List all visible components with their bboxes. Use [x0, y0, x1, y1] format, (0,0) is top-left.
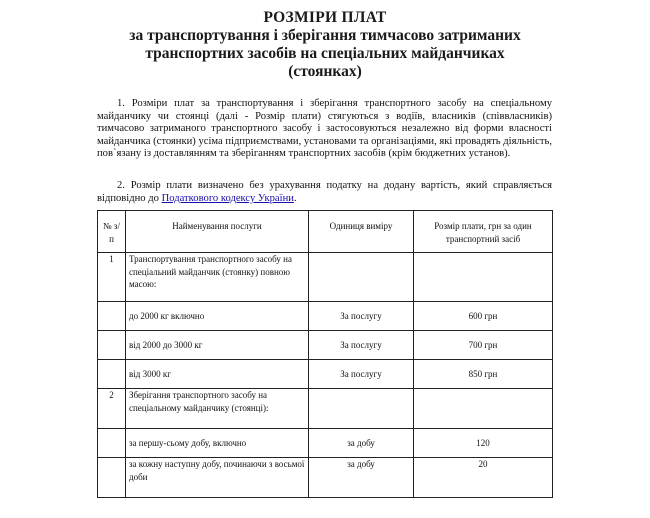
- row-price: [414, 253, 553, 302]
- paragraph-1: 1. Розміри плат за транспортування і зберігання транспортного засобу на спеціальному майданчику чи стоянці (далі - Розмір плати) стягуються з водіїв, власників (співвласників) тимчасово затриманого транспортного засобу і застосовуються незалежно від форми власності майданчика (стоянки) усіма підприємствами, установами та організаціями, які провадять діяльність, пов`язану із доставлянням та зберіганням транспортних засобів (крім бюджетних установ).: [97, 98, 552, 160]
- table-row: [98, 302, 553, 331]
- row-num: 1: [98, 253, 126, 302]
- table-header-row: [98, 211, 553, 253]
- table-row: [98, 458, 553, 498]
- row-service: за першу-сьому добу, включно: [126, 429, 309, 458]
- paragraph-2: [97, 180, 552, 205]
- fees-table: [97, 210, 553, 498]
- row-unit: За послугу: [309, 331, 414, 360]
- document-title: [0, 8, 650, 81]
- table-row: [98, 360, 553, 389]
- table-row: [98, 331, 553, 360]
- row-num: [98, 429, 126, 458]
- table-row: [98, 253, 553, 302]
- paragraph-2-text: 2. Розмір плати визначено без урахування податку на додану вартість, який справляється відповідно до: [97, 180, 552, 204]
- tax-code-link[interactable]: Податкового кодексу України: [161, 192, 294, 204]
- row-unit: за добу: [309, 429, 414, 458]
- row-service: від 3000 кг: [126, 360, 309, 389]
- row-price: 850 грн: [414, 360, 553, 389]
- table-row: [98, 429, 553, 458]
- row-service: Транспортування транспортного засобу на спеціальний майданчик (стоянку) повною масою:: [126, 253, 309, 302]
- header-num: № з/п: [98, 211, 126, 253]
- row-unit: За послугу: [309, 302, 414, 331]
- row-price: [414, 389, 553, 429]
- row-service: Зберігання транспортного засобу на спеціальному майданчику (стоянці):: [126, 389, 309, 429]
- row-num: [98, 360, 126, 389]
- row-num: [98, 302, 126, 331]
- row-price: 20: [414, 458, 553, 498]
- header-unit: Одиниця виміру: [309, 211, 414, 253]
- row-service: від 2000 до 3000 кг: [126, 331, 309, 360]
- row-unit: [309, 389, 414, 429]
- table-row: [98, 389, 553, 429]
- row-unit: За послугу: [309, 360, 414, 389]
- row-num: 2: [98, 389, 126, 429]
- row-unit: [309, 253, 414, 302]
- row-service: за кожну наступну добу, починаючи з восьмої доби: [126, 458, 309, 498]
- title-line-3: транспортних засобів на спеціальних майданчиках: [145, 45, 505, 62]
- title-line-2: за транспортування і зберігання тимчасово затриманих: [129, 27, 521, 44]
- row-num: [98, 458, 126, 498]
- row-price: 120: [414, 429, 553, 458]
- paragraph-2-end: .: [293, 192, 297, 204]
- header-service: Найменування послуги: [126, 211, 309, 253]
- row-num: [98, 331, 126, 360]
- header-price: Розмір плати, грн за один транспортний засіб: [414, 211, 553, 253]
- title-line-4: (стоянках): [288, 63, 362, 80]
- row-price: 600 грн: [414, 302, 553, 331]
- title-line-1: РОЗМІРИ ПЛАТ: [263, 9, 387, 26]
- row-service: до 2000 кг включно: [126, 302, 309, 331]
- row-unit: за добу: [309, 458, 414, 498]
- row-price: 700 грн: [414, 331, 553, 360]
